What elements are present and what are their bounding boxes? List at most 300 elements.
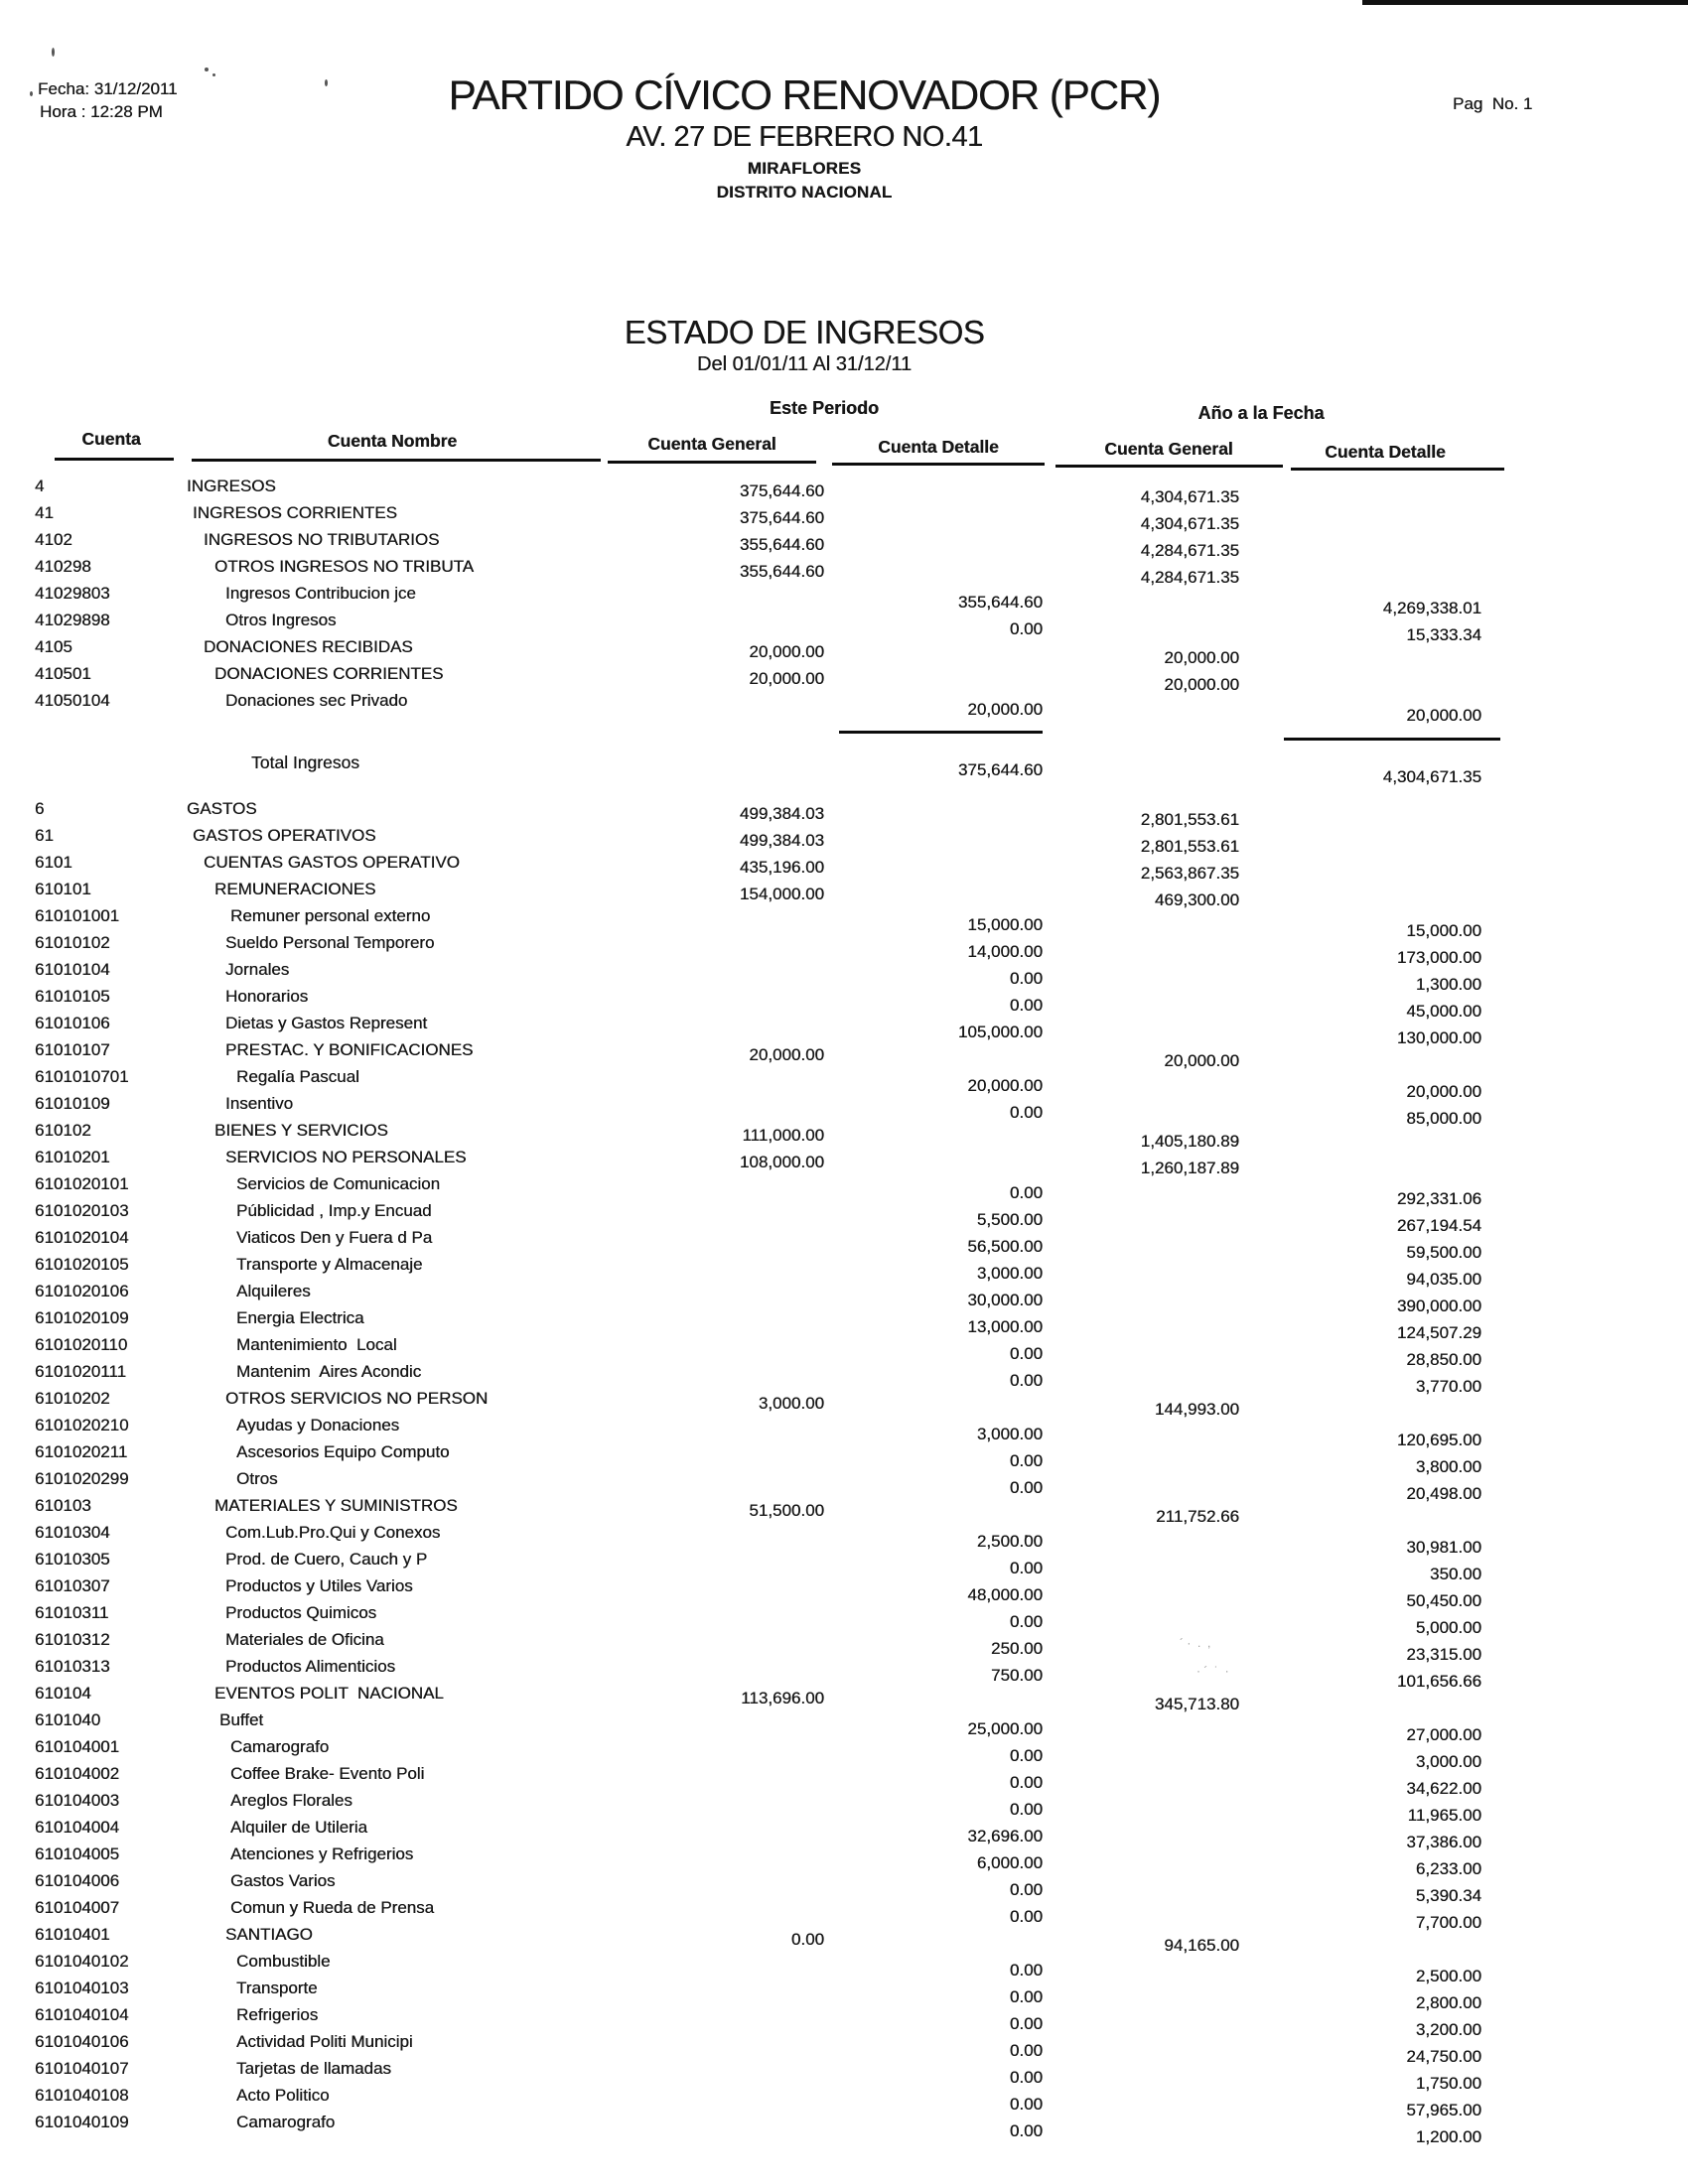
table-row [0,557,1688,587]
amount-cuenta-detalle-ano: 1,750.00 [1415,2074,1481,2093]
table-row [0,1898,1688,1932]
account-code: 6101040103 [35,1979,129,1997]
table-row [0,906,1688,940]
table-row [0,1952,1688,1985]
table-row [0,691,1688,725]
amount-cuenta-detalle-este: 0.00 [1009,1800,1043,1819]
account-name: Sueldo Personal Temporero [225,933,435,952]
table-row [0,530,1688,560]
amount-cuenta-detalle-ano: 24,750.00 [1406,2047,1481,2066]
account-code: 6101020211 [35,1442,128,1461]
amount-cuenta-detalle-ano: 23,315.00 [1406,1645,1481,1664]
account-name: Viaticos Den y Fuera d Pa [236,1228,433,1247]
amount-cuenta-general-ano: 4,284,671.35 [1140,568,1239,587]
amount-cuenta-detalle-ano: 30,981.00 [1406,1538,1481,1557]
account-code: 6101040104 [35,2005,129,2024]
account-name: DONACIONES CORRIENTES [214,664,444,683]
account-name: DONACIONES RECIBIDAS [204,637,413,656]
account-name: Públicidad , Imp.y Encuad [236,1201,432,1220]
amount-cuenta-detalle-ano: 1,200.00 [1415,2127,1481,2146]
amount-cuenta-detalle-este: 0.00 [1009,1478,1043,1497]
amount-cuenta-general-este: 0.00 [790,1930,824,1949]
account-name: Regalía Pascual [236,1067,359,1086]
account-name: Acto Politico [236,2086,330,2105]
account-name: SANTIAGO [225,1925,313,1944]
amount-cuenta-detalle-este: 3,000.00 [976,1425,1043,1443]
account-code: 610104003 [35,1791,120,1810]
amount-cuenta-detalle-ano: 5,000.00 [1415,1618,1481,1637]
amount-cuenta-detalle-este: 2,500.00 [976,1532,1043,1551]
amount-cuenta-detalle-ano: 120,695.00 [1396,1431,1481,1449]
table-row [0,611,1688,644]
account-name: Mantenimiento Local [236,1335,397,1354]
amount-cuenta-general-ano: 345,713.80 [1154,1695,1239,1713]
table-row [0,1523,1688,1557]
account-code: 61010202 [35,1389,110,1408]
total-rule-ano [1284,738,1500,741]
table-row [0,477,1688,506]
amount-cuenta-detalle-ano: 20,000.00 [1406,706,1481,725]
amount-cuenta-detalle-ano: 292,331.06 [1396,1189,1481,1208]
amount-cuenta-detalle-ano: 11,965.00 [1407,1806,1481,1825]
account-name: BIENES Y SERVICIOS [214,1121,388,1140]
table-row [0,987,1688,1021]
table-row [0,2005,1688,2039]
account-code: 610104001 [35,1737,120,1756]
amount-cuenta-detalle-ano: 101,656.66 [1396,1672,1481,1691]
account-name: Productos Alimenticios [225,1657,396,1676]
header-rule [1291,468,1504,471]
amount-cuenta-general-ano: 469,300.00 [1154,890,1239,909]
amount-cuenta-detalle-este: 105,000.00 [957,1023,1043,1041]
table-row [0,1228,1688,1262]
account-code: 610104007 [35,1898,120,1917]
amount-cuenta-detalle-este: 13,000.00 [967,1317,1043,1336]
column-header-cuenta-general-ano: Cuenta General [1104,439,1233,459]
account-name: Materiales de Oficina [225,1630,384,1649]
amount-cuenta-detalle-este: 0.00 [1009,2041,1043,2060]
account-code: 6101040102 [35,1952,129,1971]
table-row [0,1442,1688,1476]
amount-cuenta-detalle-ano: 350.00 [1430,1565,1481,1583]
account-code: 6101020111 [35,1362,127,1381]
account-code: 6101020210 [35,1416,129,1434]
amount-cuenta-general-ano: 20,000.00 [1164,675,1239,694]
account-code: 6101020101 [35,1174,129,1193]
scan-artifact [52,48,55,57]
account-code: 61010307 [35,1576,110,1595]
account-name: Otros Ingresos [225,611,337,629]
account-name: Ingresos Contribucion jce [225,584,416,603]
account-code: 6101020103 [35,1201,129,1220]
fecha-label: Fecha: 31/12/2011 [38,79,178,98]
account-name: Productos y Utiles Varios [225,1576,413,1595]
account-name: INGRESOS CORRIENTES [193,503,397,522]
amount-cuenta-general-este: 375,644.60 [739,481,824,500]
table-row [0,1979,1688,2012]
account-code: 61010102 [35,933,110,952]
column-header-cuenta-general-este: Cuenta General [647,434,776,454]
amount-cuenta-detalle-este: 0.00 [1009,1880,1043,1899]
amount-cuenta-detalle-este: 0.00 [1009,1103,1043,1122]
amount-cuenta-detalle-ano: 173,000.00 [1396,948,1481,967]
account-code: 6101020105 [35,1255,129,1274]
scan-artifact: ´ · . , [1180,1636,1211,1650]
table-row [0,2086,1688,2119]
account-name: Remuner personal externo [230,906,431,925]
amount-cuenta-detalle-este: 0.00 [1009,996,1043,1015]
amount-cuenta-general-ano: 20,000.00 [1164,1051,1239,1070]
account-code: 4102 [35,530,72,549]
org-area: MIRAFLORES [747,159,862,178]
account-code: 6101040107 [35,2059,129,2078]
account-code: 6101020110 [35,1335,128,1354]
table-row [0,1684,1688,1713]
account-code: 6 [35,799,45,818]
org-address: AV. 27 DE FEBRERO NO.41 [626,121,983,153]
table-row [0,1416,1688,1449]
account-name: Ascesorios Equipo Computo [236,1442,450,1461]
account-name: Com.Lub.Pro.Qui y Conexos [225,1523,441,1542]
page-number: Pag No. 1 [1453,94,1533,113]
amount-cuenta-general-este: 113,696.00 [741,1689,824,1707]
report-title: ESTADO DE INGRESOS [624,314,985,350]
account-code: 41 [35,503,54,522]
amount-cuenta-general-este: 355,644.60 [739,562,824,581]
amount-cuenta-detalle-ano: 37,386.00 [1406,1833,1481,1851]
account-name: Areglos Florales [230,1791,352,1810]
account-code: 61010106 [35,1014,110,1032]
table-row [0,1710,1688,1744]
amount-cuenta-detalle-ano: 2,500.00 [1415,1967,1481,1985]
table-row [0,1603,1688,1637]
column-header-cuenta-detalle-este: Cuenta Detalle [878,437,999,457]
amount-cuenta-detalle-ano: 1,300.00 [1415,975,1481,994]
account-name: Jornales [225,960,290,979]
amount-cuenta-general-ano: 94,165.00 [1164,1936,1239,1955]
account-name: Productos Quimicos [225,1603,377,1622]
amount-cuenta-detalle-ano: 85,000.00 [1406,1109,1481,1128]
amount-cuenta-general-este: 111,000.00 [742,1126,824,1145]
table-row [0,1630,1688,1664]
amount-cuenta-detalle-ano: 20,498.00 [1406,1484,1481,1503]
table-row [0,1737,1688,1771]
table-row [0,2032,1688,2066]
column-header-cuenta-nombre: Cuenta Nombre [327,431,458,451]
table-row [0,2059,1688,2093]
amount-cuenta-detalle-ano: 390,000.00 [1396,1297,1481,1315]
table-row [0,1496,1688,1526]
amount-cuenta-detalle-este: 0.00 [1009,1746,1043,1765]
account-code: 6101020299 [35,1469,129,1488]
amount-cuenta-detalle-este: 250.00 [991,1639,1043,1658]
amount-cuenta-general-ano: 20,000.00 [1164,648,1239,667]
account-name: Refrigerios [236,2005,319,2024]
account-name: Energia Electrica [236,1308,364,1327]
amount-cuenta-general-ano: 1,260,187.89 [1140,1159,1239,1177]
account-name: Atenciones y Refrigerios [230,1844,414,1863]
column-group-ano-a-la-fecha: Año a la Fecha [1197,403,1325,423]
amount-cuenta-general-este: 499,384.03 [739,804,824,823]
account-name: CUENTAS GASTOS OPERATIVO [204,853,460,872]
account-code: 610101 [35,880,91,898]
amount-cuenta-detalle-ano: 94,035.00 [1406,1270,1481,1289]
amount-cuenta-general-ano: 2,801,553.61 [1140,810,1239,829]
table-row [0,1818,1688,1851]
table-row [0,1067,1688,1101]
account-code: 61010313 [35,1657,110,1676]
account-name: REMUNERACIONES [214,880,376,898]
amount-cuenta-general-ano: 144,993.00 [1154,1400,1239,1419]
table-row [0,664,1688,694]
account-code: 61010109 [35,1094,110,1113]
table-row [0,799,1688,829]
account-name: Coffee Brake- Evento Poli [230,1764,425,1783]
account-name: Buffet [219,1710,264,1729]
account-name: Mantenim Aires Acondic [236,1362,422,1381]
account-code: 61010107 [35,1040,110,1059]
table-row [0,1871,1688,1905]
amount-cuenta-detalle-este: 0.00 [1009,1961,1043,1979]
account-code: 61010311 [35,1603,109,1622]
amount-cuenta-detalle-ano: 130,000.00 [1396,1028,1481,1047]
amount-cuenta-detalle-ano: 6,233.00 [1415,1859,1481,1878]
account-name: SERVICIOS NO PERSONALES [225,1148,467,1166]
amount-cuenta-general-ano: 2,801,553.61 [1140,837,1239,856]
account-name: Transporte y Almacenaje [236,1255,423,1274]
table-row [0,1550,1688,1583]
account-name: Transporte [236,1979,318,1997]
amount-cuenta-detalle-este: 0.00 [1009,2014,1043,2033]
account-code: 61010105 [35,987,110,1006]
amount-cuenta-detalle-ano: 59,500.00 [1406,1243,1481,1262]
amount-cuenta-general-ano: 4,284,671.35 [1140,541,1239,560]
amount-cuenta-detalle-ano: 124,507.29 [1396,1323,1481,1342]
amount-cuenta-detalle-este: 0.00 [1009,2121,1043,2140]
total-ingresos-cd-este: 375,644.60 [957,760,1043,779]
table-row [0,1121,1688,1151]
amount-cuenta-detalle-este: 32,696.00 [967,1827,1043,1845]
amount-cuenta-detalle-ano: 15,000.00 [1406,921,1481,940]
account-code: 610104006 [35,1871,120,1890]
amount-cuenta-detalle-ano: 3,800.00 [1415,1457,1481,1476]
amount-cuenta-detalle-este: 355,644.60 [957,593,1043,612]
table-row [0,1362,1688,1396]
total-ingresos-label: Total Ingresos [251,752,359,772]
total-ingresos-cd-ano: 4,304,671.35 [1382,767,1481,786]
account-name: Honorarios [225,987,309,1006]
amount-cuenta-detalle-este: 0.00 [1009,969,1043,988]
account-name: Combustible [236,1952,331,1971]
table-row [0,1469,1688,1503]
header-rule [1055,465,1283,468]
amount-cuenta-detalle-ano: 2,800.00 [1415,1993,1481,2012]
account-code: 6101020109 [35,1308,129,1327]
account-code: 61010104 [35,960,110,979]
table-row [0,1308,1688,1342]
account-name: INGRESOS NO TRIBUTARIOS [204,530,440,549]
header-rule [192,459,601,462]
amount-cuenta-detalle-este: 0.00 [1009,619,1043,638]
report-period: Del 01/01/11 Al 31/12/11 [696,353,913,375]
account-code: 6101010701 [35,1067,129,1086]
account-code: 61 [35,826,54,845]
table-row [0,1255,1688,1289]
account-code: 61010312 [35,1630,110,1649]
table-row [0,584,1688,617]
amount-cuenta-detalle-este: 20,000.00 [967,700,1043,719]
account-code: 610101001 [35,906,120,925]
amount-cuenta-detalle-ano: 28,850.00 [1406,1350,1481,1369]
amount-cuenta-detalle-ano: 267,194.54 [1396,1216,1481,1235]
amount-cuenta-general-este: 3,000.00 [758,1394,824,1413]
amount-cuenta-detalle-ano: 57,965.00 [1406,2101,1481,2119]
account-code: 6101040 [35,1710,101,1729]
amount-cuenta-general-ano: 1,405,180.89 [1140,1132,1239,1151]
account-name: GASTOS [187,799,257,818]
account-name: Comun y Rueda de Prensa [230,1898,435,1917]
amount-cuenta-general-este: 435,196.00 [739,858,824,877]
amount-cuenta-detalle-ano: 27,000.00 [1406,1725,1481,1744]
amount-cuenta-detalle-ano: 3,770.00 [1415,1377,1481,1396]
scan-artifact: · ´ ˙ · [1196,1664,1229,1678]
account-name: EVENTOS POLIT NACIONAL [214,1684,444,1703]
total-rule-este [839,731,1043,734]
account-code: 6101020106 [35,1282,129,1300]
account-name: Dietas y Gastos Represent [225,1014,428,1032]
account-code: 4105 [35,637,72,656]
account-code: 6101040108 [35,2086,129,2105]
amount-cuenta-detalle-ano: 3,000.00 [1415,1752,1481,1771]
amount-cuenta-general-este: 108,000.00 [739,1153,824,1171]
account-code: 410298 [35,557,91,576]
account-code: 610103 [35,1496,91,1515]
table-row [0,1282,1688,1315]
table-row [0,503,1688,533]
table-row [0,1201,1688,1235]
amount-cuenta-detalle-ano: 15,333.34 [1406,625,1481,644]
amount-cuenta-detalle-ano: 3,200.00 [1415,2020,1481,2039]
account-name: Otros [236,1469,278,1488]
amount-cuenta-detalle-este: 30,000.00 [967,1291,1043,1309]
amount-cuenta-detalle-este: 25,000.00 [967,1719,1043,1738]
scan-edge-bar [1362,0,1688,5]
amount-cuenta-detalle-este: 0.00 [1009,1371,1043,1390]
amount-cuenta-detalle-este: 0.00 [1009,1907,1043,1926]
amount-cuenta-detalle-este: 0.00 [1009,1559,1043,1577]
account-name: Camarografo [230,1737,330,1756]
table-row [0,1148,1688,1177]
amount-cuenta-detalle-este: 0.00 [1009,1987,1043,2006]
table-row [0,1040,1688,1070]
table-row [0,1791,1688,1825]
amount-cuenta-detalle-este: 6,000.00 [976,1853,1043,1872]
amount-cuenta-detalle-este: 0.00 [1009,1344,1043,1363]
account-code: 4 [35,477,45,495]
amount-cuenta-detalle-este: 750.00 [991,1666,1043,1685]
amount-cuenta-detalle-ano: 4,269,338.01 [1382,599,1481,617]
scan-artifact [30,91,33,96]
amount-cuenta-general-este: 20,000.00 [749,669,824,688]
amount-cuenta-general-este: 20,000.00 [749,1045,824,1064]
table-row [0,1844,1688,1878]
account-code: 61010401 [35,1925,110,1944]
header-rule [832,463,1045,466]
account-code: 41029898 [35,611,110,629]
org-name: PARTIDO CÍVICO RENOVADOR (PCR) [448,71,1161,118]
table-row [0,960,1688,994]
account-code: 6101 [35,853,72,872]
account-name: Alquileres [236,1282,311,1300]
table-row [0,1174,1688,1208]
table-row [0,826,1688,856]
table-row [0,1094,1688,1128]
account-code: 6101020104 [35,1228,129,1247]
account-code: 410501 [35,664,91,683]
table-row [0,1576,1688,1610]
column-group-este-periodo: Este Periodo [769,398,880,418]
amount-cuenta-detalle-este: 48,000.00 [967,1585,1043,1604]
amount-cuenta-general-ano: 211,752.66 [1156,1507,1239,1526]
header-rule [55,458,174,461]
table-row [0,1014,1688,1047]
account-code: 610104005 [35,1844,120,1863]
amount-cuenta-detalle-este: 14,000.00 [967,942,1043,961]
account-code: 6101040106 [35,2032,129,2051]
table-row [0,2113,1688,2146]
account-name: Donaciones sec Privado [225,691,408,710]
account-code: 61010305 [35,1550,110,1569]
account-name: Servicios de Comunicacion [236,1174,441,1193]
org-district: DISTRITO NACIONAL [716,183,893,202]
table-row [0,1764,1688,1798]
amount-cuenta-detalle-ano: 34,622.00 [1406,1779,1481,1798]
account-code: 610104 [35,1684,91,1703]
account-name: Ayudas y Donaciones [236,1416,400,1434]
amount-cuenta-general-este: 154,000.00 [739,885,824,903]
amount-cuenta-detalle-este: 0.00 [1009,2068,1043,2087]
amount-cuenta-general-este: 51,500.00 [749,1501,824,1520]
amount-cuenta-general-este: 499,384.03 [739,831,824,850]
table-row [0,1657,1688,1691]
table-row [0,880,1688,909]
hora-label: Hora : 12:28 PM [40,102,163,121]
amount-cuenta-detalle-ano: 50,450.00 [1406,1591,1481,1610]
amount-cuenta-general-este: 20,000.00 [749,642,824,661]
account-name: Insentivo [225,1094,294,1113]
table-row [0,853,1688,883]
amount-cuenta-general-este: 355,644.60 [739,535,824,554]
table-row [0,1335,1688,1369]
table-row [0,933,1688,967]
account-code: 610104002 [35,1764,120,1783]
account-name: Gastos Varios [230,1871,336,1890]
amount-cuenta-general-ano: 2,563,867.35 [1140,864,1239,883]
amount-cuenta-detalle-este: 5,500.00 [976,1210,1043,1229]
header-rule [608,461,816,464]
account-code: 41050104 [35,691,110,710]
account-name: Camarografo [236,2113,336,2131]
amount-cuenta-detalle-este: 0.00 [1009,1183,1043,1202]
account-name: PRESTAC. Y BONIFICACIONES [225,1040,474,1059]
account-name: OTROS SERVICIOS NO PERSON [225,1389,489,1408]
amount-cuenta-general-este: 375,644.60 [739,508,824,527]
amount-cuenta-detalle-este: 20,000.00 [967,1076,1043,1095]
account-name: MATERIALES Y SUMINISTROS [214,1496,458,1515]
table-row [0,1925,1688,1955]
amount-cuenta-detalle-este: 0.00 [1009,1451,1043,1470]
account-code: 41029803 [35,584,110,603]
